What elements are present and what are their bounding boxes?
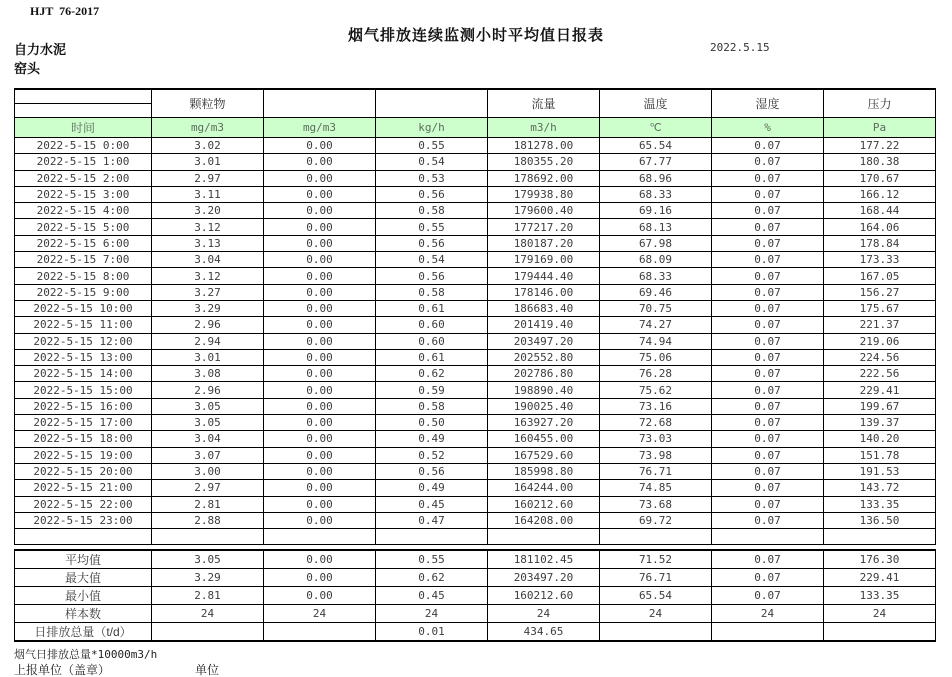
- time-cell: 2022-5-15 19:00: [15, 447, 152, 463]
- value-cell: 0.07: [712, 398, 824, 414]
- value-cell: 0.00: [264, 252, 376, 268]
- value-cell: 0.47: [376, 512, 488, 528]
- time-cell: 2022-5-15 12:00: [15, 333, 152, 349]
- value-cell: 178146.00: [488, 284, 600, 300]
- value-cell: 164244.00: [488, 480, 600, 496]
- value-cell: 180187.20: [488, 235, 600, 251]
- time-cell: 2022-5-15 7:00: [15, 252, 152, 268]
- value-cell: 0.56: [376, 235, 488, 251]
- value-cell: 167529.60: [488, 447, 600, 463]
- value-cell: 0.07: [712, 170, 824, 186]
- table-row: [15, 415, 936, 431]
- unit-kgh: kg/h: [376, 118, 488, 138]
- value-cell: 69.46: [600, 284, 712, 300]
- value-cell: 185998.80: [488, 463, 600, 479]
- value-cell: 74.94: [600, 333, 712, 349]
- value-cell: 2.94: [152, 333, 264, 349]
- value-cell: 76.28: [600, 366, 712, 382]
- value-cell: 3.12: [152, 268, 264, 284]
- value-cell: 0.00: [264, 480, 376, 496]
- value-cell: 0.56: [376, 463, 488, 479]
- summary-value-cell: 160212.60: [488, 587, 600, 605]
- summary-value-cell: 0.45: [376, 587, 488, 605]
- value-cell: 2.81: [152, 496, 264, 512]
- value-cell: 68.33: [600, 268, 712, 284]
- value-cell: 0.62: [376, 366, 488, 382]
- col-header-particulate: 颗粒物: [152, 89, 264, 118]
- value-cell: 0.53: [376, 170, 488, 186]
- table-row: [15, 219, 936, 235]
- value-cell: 0.58: [376, 284, 488, 300]
- table-row: [15, 398, 936, 414]
- value-cell: 74.85: [600, 480, 712, 496]
- value-cell: 69.16: [600, 203, 712, 219]
- table-row: [15, 300, 936, 316]
- value-cell: 0.59: [376, 382, 488, 398]
- table-row: [15, 252, 936, 268]
- time-cell: 2022-5-15 13:00: [15, 349, 152, 365]
- value-cell: 0.00: [264, 154, 376, 170]
- value-cell: 73.98: [600, 447, 712, 463]
- time-cell: 2022-5-15 23:00: [15, 512, 152, 528]
- summary-value-cell: 24: [376, 605, 488, 623]
- value-cell: 74.27: [600, 317, 712, 333]
- value-cell: 0.07: [712, 512, 824, 528]
- site-name: 窑头: [14, 61, 41, 76]
- value-cell: 164.06: [824, 219, 936, 235]
- summary-value-cell: [824, 623, 936, 642]
- summary-row: [15, 569, 936, 587]
- unit-label: 单位: [195, 663, 220, 677]
- value-cell: 3.27: [152, 284, 264, 300]
- summary-label: 日排放总量（t/d）: [15, 623, 152, 642]
- summary-value-cell: 24: [824, 605, 936, 623]
- time-cell: 2022-5-15 18:00: [15, 431, 152, 447]
- value-cell: 72.68: [600, 415, 712, 431]
- summary-table: [14, 549, 936, 642]
- value-cell: 67.98: [600, 235, 712, 251]
- value-cell: 190025.40: [488, 398, 600, 414]
- value-cell: 3.04: [152, 252, 264, 268]
- value-cell: 3.01: [152, 349, 264, 365]
- report-date: 2022.5.15: [710, 41, 770, 54]
- table-row: [15, 138, 936, 154]
- value-cell: 75.06: [600, 349, 712, 365]
- time-cell: 2022-5-15 14:00: [15, 366, 152, 382]
- summary-value-cell: 229.41: [824, 569, 936, 587]
- unit-mgm3-2: mg/m3: [264, 118, 376, 138]
- summary-value-cell: 24: [488, 605, 600, 623]
- value-cell: 0.55: [376, 219, 488, 235]
- value-cell: 0.07: [712, 431, 824, 447]
- value-cell: 73.03: [600, 431, 712, 447]
- summary-row: [15, 623, 936, 642]
- value-cell: 68.13: [600, 219, 712, 235]
- table-row: [15, 349, 936, 365]
- value-cell: 0.00: [264, 170, 376, 186]
- table-row: [15, 496, 936, 512]
- value-cell: 133.35: [824, 496, 936, 512]
- value-cell: 178692.00: [488, 170, 600, 186]
- value-cell: 0.49: [376, 431, 488, 447]
- value-cell: 160455.00: [488, 431, 600, 447]
- col-header-pressure: 压力: [824, 89, 936, 118]
- value-cell: 164208.00: [488, 512, 600, 528]
- report-title: 烟气排放连续监测小时平均值日报表: [347, 27, 604, 44]
- value-cell: 0.00: [264, 463, 376, 479]
- value-cell: 3.07: [152, 447, 264, 463]
- summary-value-cell: 203497.20: [488, 569, 600, 587]
- time-cell: 2022-5-15 1:00: [15, 154, 152, 170]
- value-cell: 0.00: [264, 382, 376, 398]
- time-header: 时间: [15, 118, 152, 138]
- col-header-blank-1: [264, 89, 376, 118]
- value-cell: 191.53: [824, 463, 936, 479]
- time-cell: 2022-5-15 0:00: [15, 138, 152, 154]
- time-cell: 2022-5-15 20:00: [15, 463, 152, 479]
- value-cell: 0.07: [712, 317, 824, 333]
- value-cell: 179444.40: [488, 268, 600, 284]
- value-cell: 68.33: [600, 186, 712, 202]
- company-name: 自力水泥: [14, 42, 67, 57]
- table-row: [15, 333, 936, 349]
- value-cell: 0.00: [264, 268, 376, 284]
- summary-value-cell: 133.35: [824, 587, 936, 605]
- value-cell: 2.97: [152, 480, 264, 496]
- col-header-humidity: 湿度: [712, 89, 824, 118]
- time-cell: 2022-5-15 8:00: [15, 268, 152, 284]
- summary-value-cell: 181102.45: [488, 550, 600, 569]
- summary-value-cell: 24: [152, 605, 264, 623]
- summary-label: 平均值: [15, 550, 152, 569]
- value-cell: 0.60: [376, 333, 488, 349]
- value-cell: 181278.00: [488, 138, 600, 154]
- summary-value-cell: [152, 623, 264, 642]
- value-cell: 0.00: [264, 138, 376, 154]
- value-cell: 0.07: [712, 203, 824, 219]
- summary-label: 最小值: [15, 587, 152, 605]
- summary-value-cell: 0.00: [264, 587, 376, 605]
- value-cell: 221.37: [824, 317, 936, 333]
- value-cell: 202786.80: [488, 366, 600, 382]
- value-cell: 0.00: [264, 186, 376, 202]
- summary-value-cell: 434.65: [488, 623, 600, 642]
- value-cell: 3.01: [152, 154, 264, 170]
- header-corner-bottom: [15, 104, 152, 118]
- unit-m3h: m3/h: [488, 118, 600, 138]
- value-cell: 173.33: [824, 252, 936, 268]
- value-cell: 0.00: [264, 219, 376, 235]
- value-cell: 0.07: [712, 235, 824, 251]
- value-cell: 0.55: [376, 138, 488, 154]
- value-cell: 2.88: [152, 512, 264, 528]
- col-header-blank-2: [376, 89, 488, 118]
- value-cell: 3.08: [152, 366, 264, 382]
- value-cell: 203497.20: [488, 333, 600, 349]
- summary-value-cell: 176.30: [824, 550, 936, 569]
- value-cell: 65.54: [600, 138, 712, 154]
- value-cell: 0.07: [712, 186, 824, 202]
- summary-value-cell: 24: [600, 605, 712, 623]
- table-row: [15, 431, 936, 447]
- summary-value-cell: 24: [264, 605, 376, 623]
- col-header-flow: 流量: [488, 89, 600, 118]
- value-cell: 143.72: [824, 480, 936, 496]
- value-cell: 0.07: [712, 154, 824, 170]
- time-cell: 2022-5-15 3:00: [15, 186, 152, 202]
- value-cell: 0.00: [264, 447, 376, 463]
- value-cell: 70.75: [600, 300, 712, 316]
- value-cell: 0.07: [712, 333, 824, 349]
- value-cell: 0.00: [264, 415, 376, 431]
- summary-value-cell: 0.07: [712, 550, 824, 569]
- summary-value-cell: 76.71: [600, 569, 712, 587]
- value-cell: 3.12: [152, 219, 264, 235]
- header-corner-top: [15, 89, 152, 104]
- value-cell: 3.00: [152, 463, 264, 479]
- table-row: [15, 170, 936, 186]
- value-cell: 156.27: [824, 284, 936, 300]
- value-cell: 166.12: [824, 186, 936, 202]
- value-cell: 0.00: [264, 317, 376, 333]
- value-cell: 202552.80: [488, 349, 600, 365]
- value-cell: 0.00: [264, 284, 376, 300]
- summary-row: [15, 587, 936, 605]
- value-cell: 69.72: [600, 512, 712, 528]
- summary-value-cell: 0.00: [264, 550, 376, 569]
- table-row: [15, 268, 936, 284]
- value-cell: 0.07: [712, 447, 824, 463]
- value-cell: 178.84: [824, 235, 936, 251]
- table-row: [15, 235, 936, 251]
- value-cell: 3.20: [152, 203, 264, 219]
- value-cell: 3.05: [152, 398, 264, 414]
- unit-pa: Pa: [824, 118, 936, 138]
- summary-value-cell: 0.62: [376, 569, 488, 587]
- value-cell: 160212.60: [488, 496, 600, 512]
- time-cell: 2022-5-15 5:00: [15, 219, 152, 235]
- unit-celsius: ℃: [600, 118, 712, 138]
- time-cell: 2022-5-15 22:00: [15, 496, 152, 512]
- value-cell: 0.00: [264, 496, 376, 512]
- value-cell: 139.37: [824, 415, 936, 431]
- summary-value-cell: 0.07: [712, 569, 824, 587]
- value-cell: 0.07: [712, 480, 824, 496]
- value-cell: 179169.00: [488, 252, 600, 268]
- value-cell: 3.05: [152, 415, 264, 431]
- spacer-row: [15, 529, 936, 545]
- time-cell: 2022-5-15 6:00: [15, 235, 152, 251]
- table-row: [15, 512, 936, 528]
- summary-value-cell: [712, 623, 824, 642]
- summary-value-cell: 71.52: [600, 550, 712, 569]
- value-cell: 0.58: [376, 398, 488, 414]
- summary-label: 最大值: [15, 569, 152, 587]
- value-cell: 68.96: [600, 170, 712, 186]
- time-cell: 2022-5-15 4:00: [15, 203, 152, 219]
- time-cell: 2022-5-15 10:00: [15, 300, 152, 316]
- value-cell: 0.00: [264, 431, 376, 447]
- value-cell: 68.09: [600, 252, 712, 268]
- unit-percent: %: [712, 118, 824, 138]
- value-cell: 0.60: [376, 317, 488, 333]
- value-cell: 186683.40: [488, 300, 600, 316]
- value-cell: 3.02: [152, 138, 264, 154]
- value-cell: 0.50: [376, 415, 488, 431]
- time-cell: 2022-5-15 15:00: [15, 382, 152, 398]
- value-cell: 0.07: [712, 415, 824, 431]
- value-cell: 3.13: [152, 235, 264, 251]
- value-cell: 75.62: [600, 382, 712, 398]
- value-cell: 0.61: [376, 349, 488, 365]
- value-cell: 0.00: [264, 512, 376, 528]
- summary-value-cell: 2.81: [152, 587, 264, 605]
- value-cell: 0.00: [264, 333, 376, 349]
- value-cell: 0.07: [712, 463, 824, 479]
- time-cell: 2022-5-15 11:00: [15, 317, 152, 333]
- time-cell: 2022-5-15 21:00: [15, 480, 152, 496]
- value-cell: 0.00: [264, 300, 376, 316]
- footer-note: 烟气日排放总量*10000m3/h: [14, 648, 158, 661]
- summary-value-cell: 65.54: [600, 587, 712, 605]
- value-cell: 167.05: [824, 268, 936, 284]
- summary-row: [15, 550, 936, 569]
- value-cell: 0.07: [712, 349, 824, 365]
- value-cell: 179600.40: [488, 203, 600, 219]
- value-cell: 0.07: [712, 366, 824, 382]
- table-row: [15, 317, 936, 333]
- group-header-row: [15, 89, 936, 104]
- summary-row: [15, 605, 936, 623]
- table-row: [15, 284, 936, 300]
- value-cell: 3.29: [152, 300, 264, 316]
- table-row: [15, 480, 936, 496]
- table-row: [15, 382, 936, 398]
- report-unit-label: 上报单位（盖章）: [14, 663, 111, 677]
- value-cell: 0.07: [712, 284, 824, 300]
- value-cell: 140.20: [824, 431, 936, 447]
- table-row: [15, 366, 936, 382]
- time-cell: 2022-5-15 2:00: [15, 170, 152, 186]
- value-cell: 76.71: [600, 463, 712, 479]
- time-cell: 2022-5-15 17:00: [15, 415, 152, 431]
- value-cell: 3.11: [152, 186, 264, 202]
- unit-header-row: [15, 118, 936, 138]
- summary-value-cell: 24: [712, 605, 824, 623]
- value-cell: 67.77: [600, 154, 712, 170]
- summary-value-cell: [600, 623, 712, 642]
- unit-mgm3-1: mg/m3: [152, 118, 264, 138]
- table-row: [15, 154, 936, 170]
- summary-value-cell: 3.29: [152, 569, 264, 587]
- value-cell: 0.00: [264, 366, 376, 382]
- value-cell: 151.78: [824, 447, 936, 463]
- value-cell: 73.68: [600, 496, 712, 512]
- summary-value-cell: 0.07: [712, 587, 824, 605]
- value-cell: 0.45: [376, 496, 488, 512]
- value-cell: 0.52: [376, 447, 488, 463]
- hourly-data-table: [14, 88, 936, 545]
- summary-value-cell: 0.01: [376, 623, 488, 642]
- table-row: [15, 447, 936, 463]
- value-cell: 219.06: [824, 333, 936, 349]
- summary-value-cell: 0.55: [376, 550, 488, 569]
- value-cell: 175.67: [824, 300, 936, 316]
- standard-code: HJT 76-2017: [30, 4, 100, 18]
- value-cell: 2.96: [152, 317, 264, 333]
- value-cell: 179938.80: [488, 186, 600, 202]
- time-cell: 2022-5-15 9:00: [15, 284, 152, 300]
- value-cell: 3.04: [152, 431, 264, 447]
- value-cell: 0.00: [264, 235, 376, 251]
- value-cell: 0.61: [376, 300, 488, 316]
- summary-value-cell: 0.00: [264, 569, 376, 587]
- value-cell: 177217.20: [488, 219, 600, 235]
- table-row: [15, 186, 936, 202]
- summary-label: 样本数: [15, 605, 152, 623]
- value-cell: 198890.40: [488, 382, 600, 398]
- value-cell: 0.56: [376, 268, 488, 284]
- value-cell: 180.38: [824, 154, 936, 170]
- value-cell: 2.96: [152, 382, 264, 398]
- value-cell: 0.56: [376, 186, 488, 202]
- col-header-temperature: 温度: [600, 89, 712, 118]
- table-row: [15, 463, 936, 479]
- value-cell: 229.41: [824, 382, 936, 398]
- value-cell: 0.07: [712, 268, 824, 284]
- value-cell: 0.07: [712, 138, 824, 154]
- summary-value-cell: [264, 623, 376, 642]
- value-cell: 0.54: [376, 154, 488, 170]
- value-cell: 201419.40: [488, 317, 600, 333]
- value-cell: 0.07: [712, 300, 824, 316]
- value-cell: 0.54: [376, 252, 488, 268]
- value-cell: 163927.20: [488, 415, 600, 431]
- value-cell: 222.56: [824, 366, 936, 382]
- value-cell: 0.00: [264, 203, 376, 219]
- value-cell: 168.44: [824, 203, 936, 219]
- table-row: [15, 203, 936, 219]
- value-cell: 0.07: [712, 219, 824, 235]
- value-cell: 0.07: [712, 496, 824, 512]
- summary-value-cell: 3.05: [152, 550, 264, 569]
- time-cell: 2022-5-15 16:00: [15, 398, 152, 414]
- value-cell: 199.67: [824, 398, 936, 414]
- value-cell: 0.49: [376, 480, 488, 496]
- value-cell: 0.07: [712, 252, 824, 268]
- value-cell: 0.00: [264, 349, 376, 365]
- value-cell: 224.56: [824, 349, 936, 365]
- value-cell: 0.00: [264, 398, 376, 414]
- value-cell: 73.16: [600, 398, 712, 414]
- value-cell: 180355.20: [488, 154, 600, 170]
- value-cell: 177.22: [824, 138, 936, 154]
- value-cell: 0.58: [376, 203, 488, 219]
- value-cell: 136.50: [824, 512, 936, 528]
- value-cell: 0.07: [712, 382, 824, 398]
- value-cell: 170.67: [824, 170, 936, 186]
- value-cell: 2.97: [152, 170, 264, 186]
